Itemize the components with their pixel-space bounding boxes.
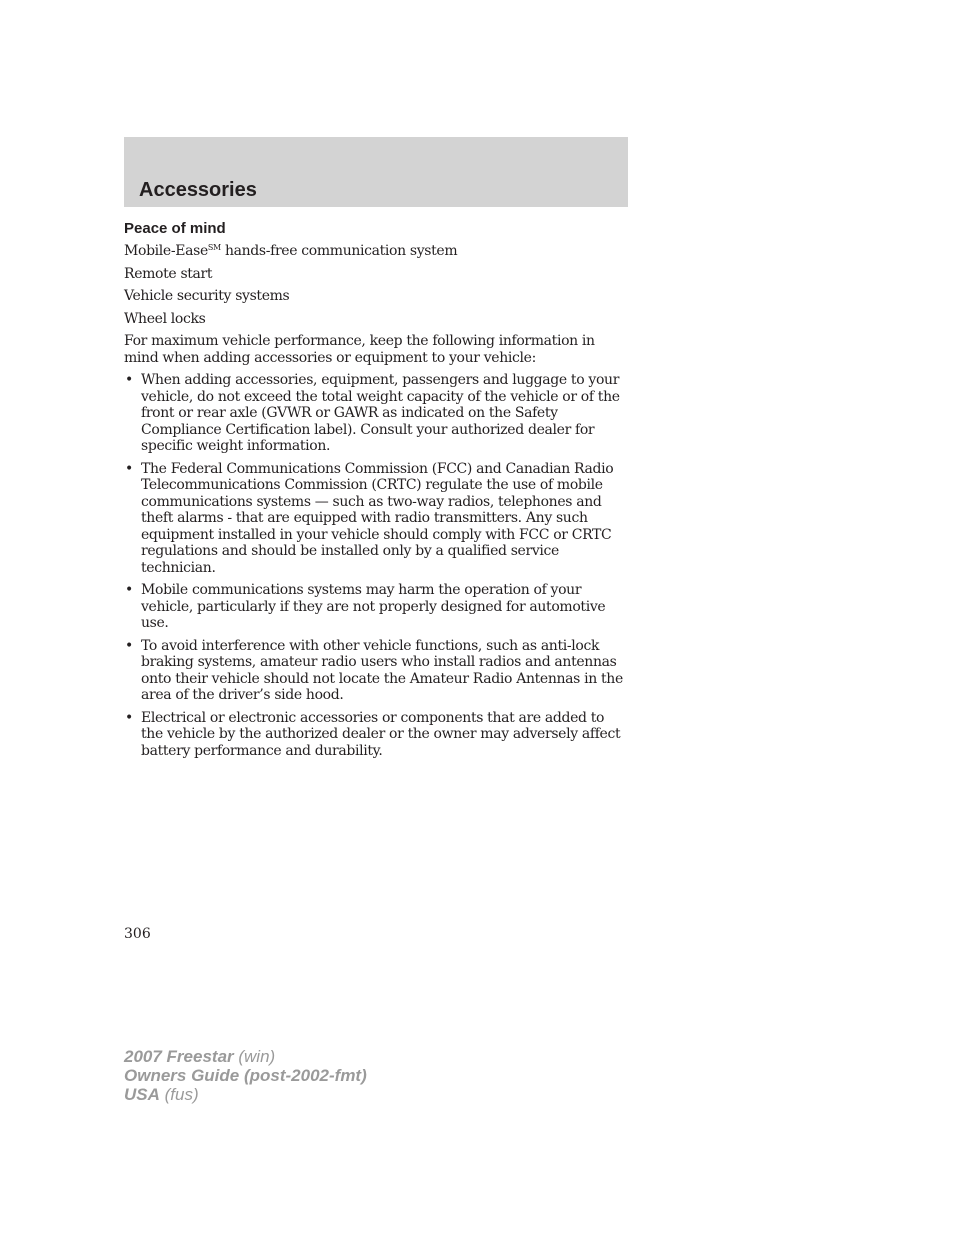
document-footer — [124, 1047, 367, 1104]
accessory-item-vehicle-security: Vehicle security systems — [124, 288, 290, 304]
bullet-text: The Federal Communications Commission (FCC) and Canadian Radio Telecommunications Commission (CRTC) regulate the use of mobile communications systems — such as two-way radios, telephones and theft alarms - that are equipped with radio transmitters. Any such equipment installed in your vehicle should comply with FCC or CRTC regulations and should be installed only by a qualified service technician. — [141, 460, 614, 576]
bullet-icon: • — [125, 709, 133, 726]
list-item — [124, 582, 630, 632]
accessory-item-label: Mobile-Ease — [124, 243, 208, 259]
footer-line-guide — [124, 1066, 367, 1085]
accessory-item-wheel-locks: Wheel locks — [124, 310, 206, 327]
section-heading: Peace of mind — [124, 220, 226, 237]
footer-line-model — [124, 1047, 367, 1066]
list-item — [124, 638, 630, 704]
accessory-item-remote-start: Remote start — [124, 265, 213, 282]
bullet-text: Mobile communications systems may harm the operation of your vehicle, particularly if they are not properly designed for automotive use. — [141, 582, 606, 631]
accessory-item-mobile-ease — [124, 243, 630, 260]
list-item — [124, 372, 630, 455]
bullet-icon: • — [125, 637, 133, 654]
footer-model-code: (win) — [233, 1047, 276, 1066]
bullet-list — [124, 372, 630, 759]
service-mark: SM — [207, 243, 221, 252]
accessory-item-suffix: hands-free communication system — [220, 243, 458, 259]
bullet-text: To avoid interference with other vehicle functions, such as anti-lock braking systems, amateur radio users who install radios and antennas onto their vehicle should not locate the Amateur Radio Antennas in the area of the driver’s side hood. — [141, 637, 623, 703]
bullet-icon: • — [125, 582, 133, 598]
bullet-icon: • — [125, 460, 133, 477]
page-title: Accessories — [139, 179, 257, 201]
section-header-band — [124, 137, 628, 207]
bullet-text: Electrical or electronic accessories or components that are added to the vehicle by the authorized dealer or the owner may adversely affect battery performance and durability. — [141, 709, 621, 759]
footer-market: USA — [124, 1085, 160, 1104]
intro-paragraph: For maximum vehicle performance, keep the following information in mind when adding accessories or equipment to your vehicle: — [124, 333, 595, 366]
footer-line-market — [124, 1085, 367, 1104]
footer-market-code: (fus) — [159, 1085, 199, 1104]
bullet-text: When adding accessories, equipment, passengers and luggage to your vehicle, do not exceed the total weight capacity of the vehicle or of the front or rear axle (GVWR or GAWR as indicated on the Safety Compliance Certification label). Consult your authorized dealer for specific weight information. — [141, 372, 620, 454]
footer-model: 2007 Freestar — [124, 1047, 234, 1066]
footer-guide: Owners Guide (post-2002-fmt) — [124, 1066, 367, 1085]
page-number: 306 — [124, 926, 151, 942]
list-item — [124, 461, 630, 577]
list-item — [124, 710, 630, 760]
main-content — [124, 220, 630, 765]
bullet-icon: • — [125, 372, 133, 388]
